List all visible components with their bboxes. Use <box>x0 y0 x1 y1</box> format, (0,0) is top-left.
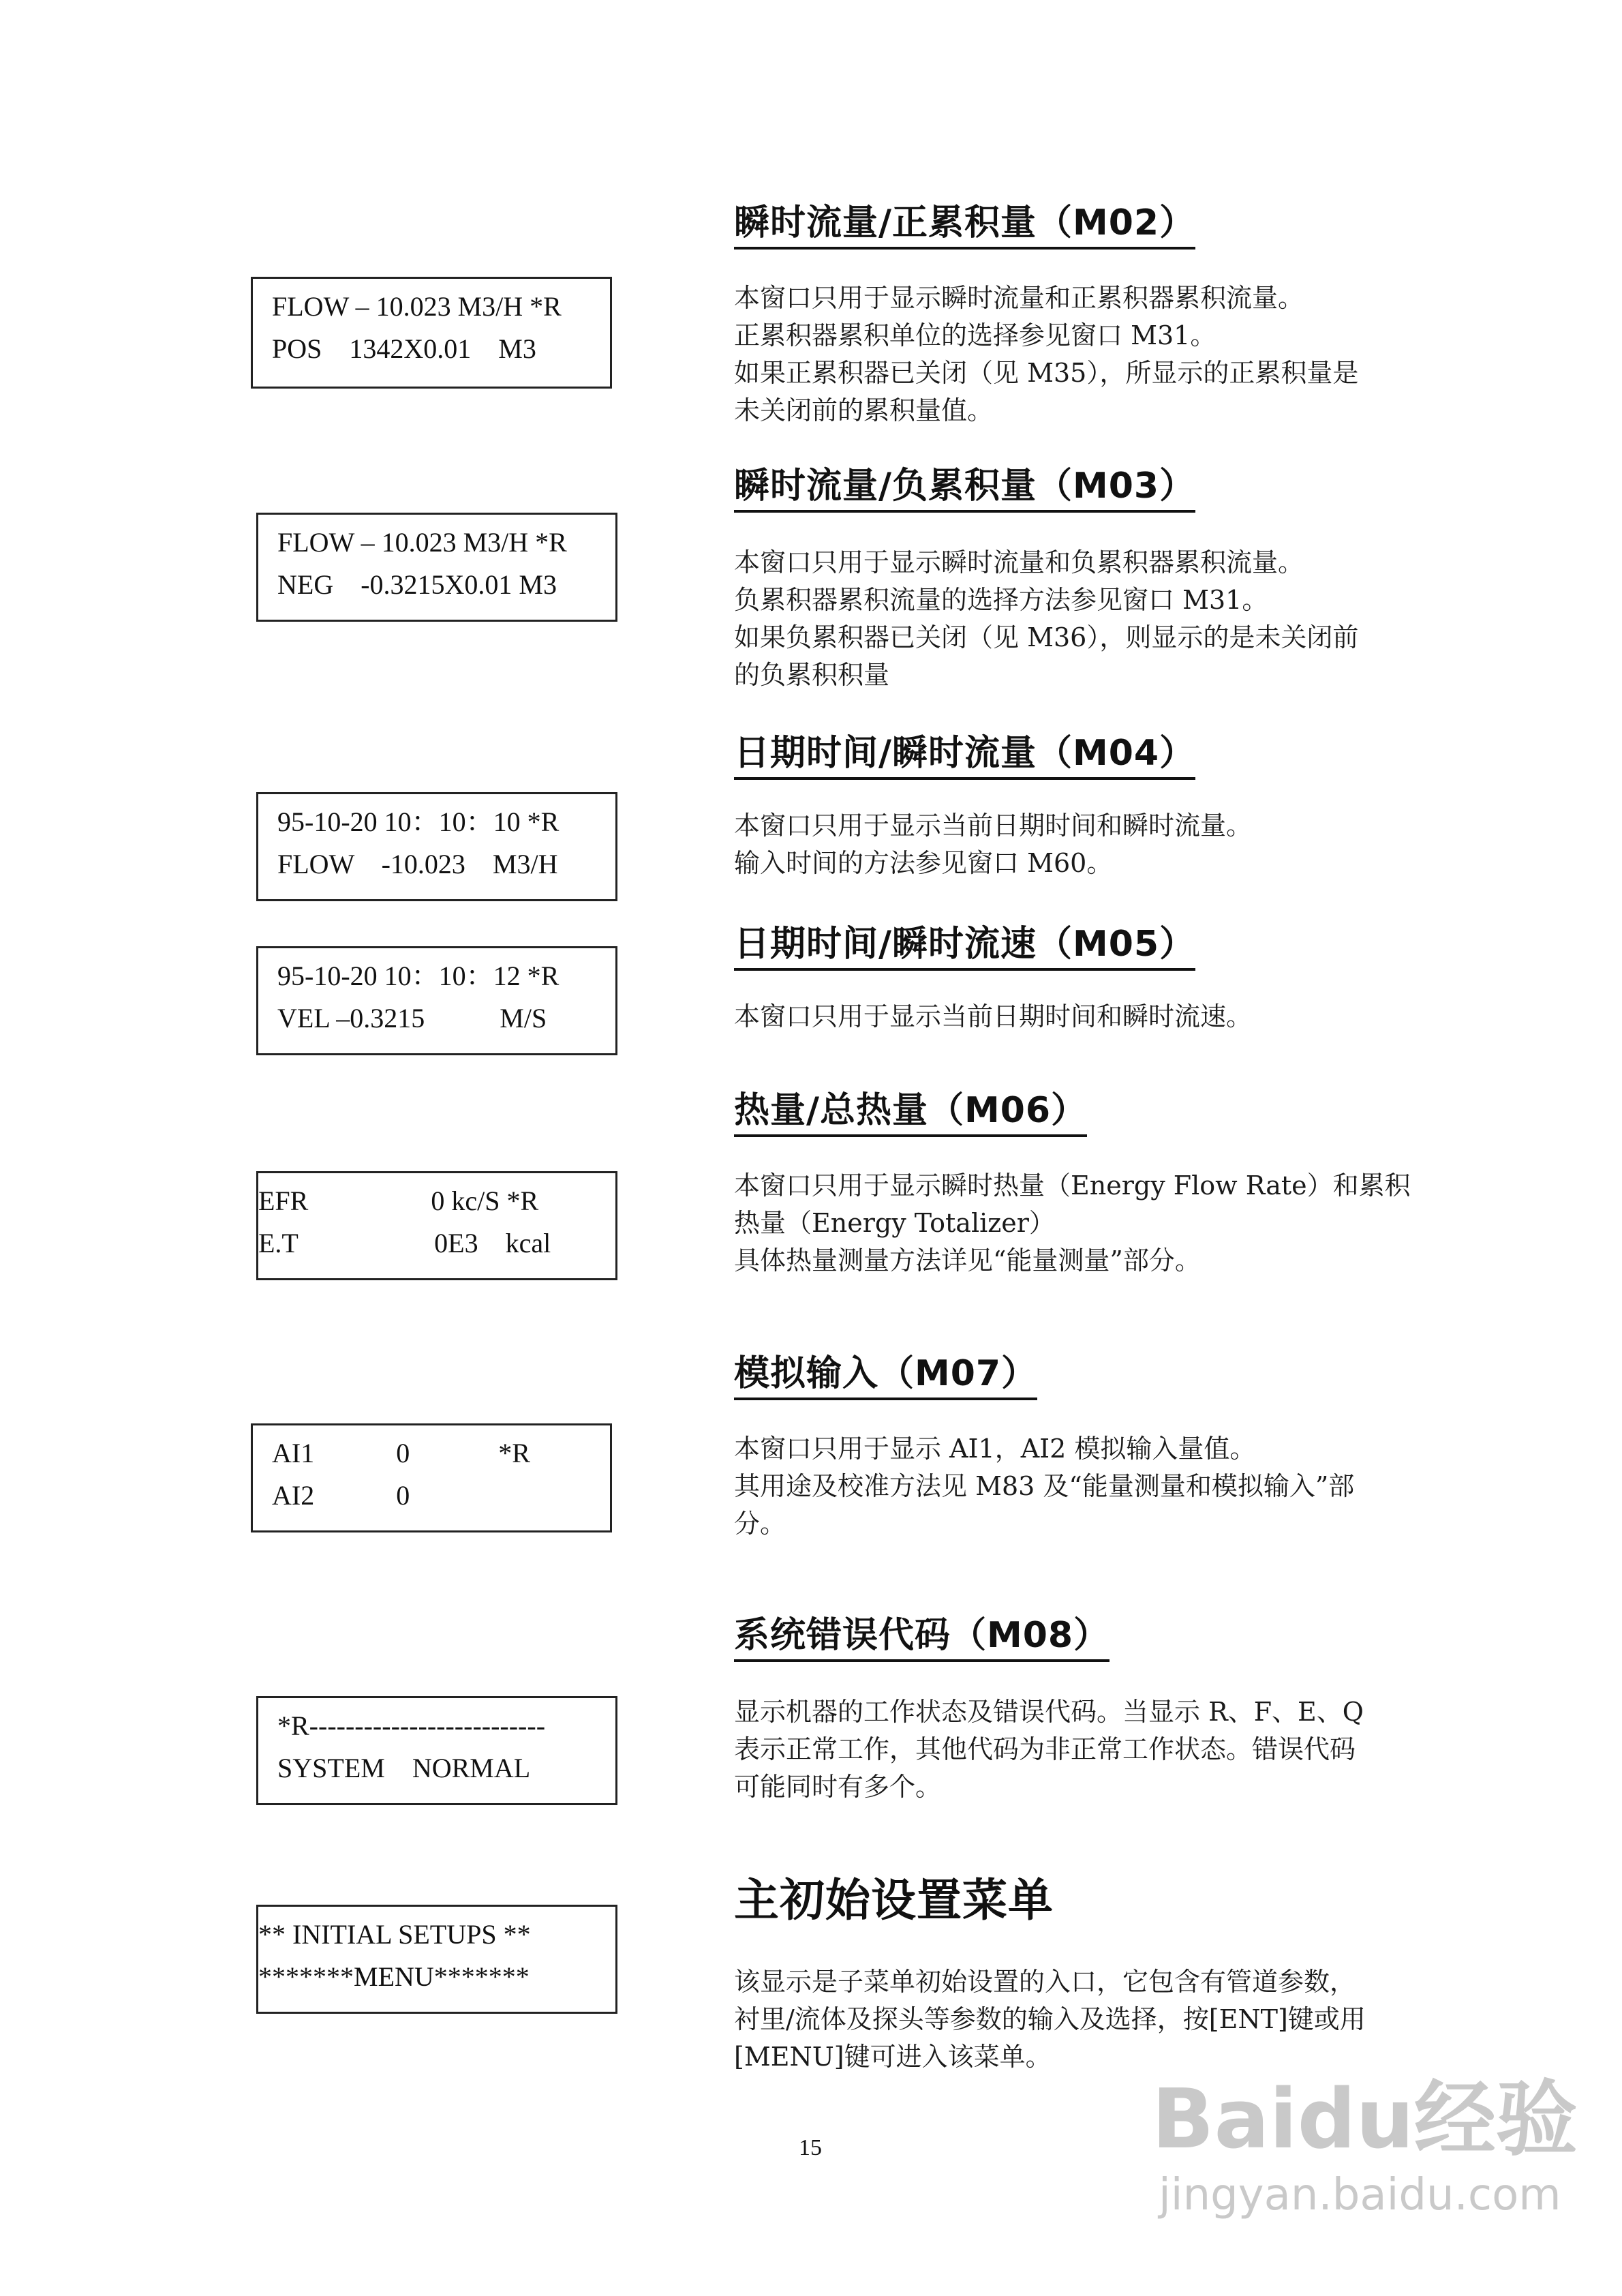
heading-initial-setup-menu-text: 主初始设置菜单 <box>734 1874 1054 1927</box>
desc-line: 该显示是子菜单初始设置的入口，它包含有管道参数， <box>734 1967 1356 1997</box>
desc-line: 本窗口只用于显示当前日期时间和瞬时流量。 <box>734 811 1253 841</box>
desc-line: 本窗口只用于显示 AI1，AI2 模拟输入量值。 <box>734 1434 1256 1464</box>
description-m04 <box>734 807 1443 882</box>
desc-line: 未关闭前的累积量值。 <box>734 395 994 425</box>
lcd-line: POS 1342X0.01 M3 <box>272 333 536 364</box>
desc-line: 正累积器累积单位的选择参见窗口 M31。 <box>734 320 1216 350</box>
desc-line: 衬里/流体及探头等参数的输入及选择，按[ENT]键或用 <box>734 2004 1366 2034</box>
desc-line: 本窗口只用于显示瞬时热量（Energy Flow Rate）和累积 <box>734 1170 1411 1200</box>
page-number: 15 <box>799 2135 822 2160</box>
desc-line: [MENU]键可进入该菜单。 <box>734 2042 1052 2072</box>
desc-line: 如果正累积器已关闭（见 M35），所显示的正累积量是 <box>734 358 1359 388</box>
lcd-line: 95-10-20 10：10：12 *R <box>277 961 560 991</box>
watermark-logo-text: Baidu经验 <box>1152 2072 1578 2167</box>
lcd-display-m06 <box>256 1171 617 1280</box>
heading-m02-text: 瞬时流量/正累积量（M02） <box>734 200 1195 250</box>
desc-line: 具体热量测量方法详见“能量测量”部分。 <box>734 1245 1201 1275</box>
description-m05 <box>734 998 1443 1036</box>
lcd-line: AI1 0 *R <box>272 1438 530 1468</box>
desc-line: 本窗口只用于显示瞬时流量和正累积器累积流量。 <box>734 283 1304 313</box>
lcd-line: VEL –0.3215 M/S <box>277 1003 547 1033</box>
lcd-line: *******MENU******* <box>258 1961 530 1992</box>
desc-line: 本窗口只用于显示当前日期时间和瞬时流速。 <box>734 1001 1253 1031</box>
lcd-display-m04 <box>256 792 617 901</box>
desc-line: 表示正常工作，其他代码为非正常工作状态。错误代码 <box>734 1734 1356 1764</box>
desc-line: 可能同时有多个。 <box>734 1772 942 1802</box>
lcd-display-m02 <box>251 277 612 389</box>
lcd-line: EFR 0 kc/S *R <box>258 1185 539 1216</box>
heading-m07 <box>734 1351 1037 1400</box>
heading-m06 <box>734 1088 1087 1137</box>
heading-m08 <box>734 1613 1110 1662</box>
description-m07 <box>734 1430 1443 1543</box>
lcd-line: AI2 0 <box>272 1480 410 1511</box>
desc-line: 输入时间的方法参见窗口 M60。 <box>734 848 1113 878</box>
description-initial-setup <box>734 1963 1443 2076</box>
desc-line: 本窗口只用于显示瞬时流量和负累积器累积流量。 <box>734 547 1304 577</box>
lcd-line: 95-10-20 10：10：10 *R <box>277 806 560 837</box>
description-m02 <box>734 280 1443 429</box>
watermark-url: jingyan.baidu.com <box>1159 2170 1561 2220</box>
baidu-jingyan-watermark <box>1152 2072 1578 2250</box>
desc-line: 分。 <box>734 1509 786 1539</box>
heading-m06-text: 热量/总热量（M06） <box>734 1088 1087 1137</box>
desc-line: 的负累积积量 <box>734 660 890 690</box>
heading-m05-text: 日期时间/瞬时流速（M05） <box>734 922 1195 971</box>
heading-m07-text: 模拟输入（M07） <box>734 1351 1037 1400</box>
heading-m08-text: 系统错误代码（M08） <box>734 1613 1110 1662</box>
lcd-display-m07 <box>251 1423 612 1532</box>
watermark-logo <box>1152 2072 1578 2168</box>
desc-line: 负累积器累积流量的选择方法参见窗口 M31。 <box>734 585 1268 615</box>
lcd-display-initial-setups <box>256 1905 617 2014</box>
lcd-line: FLOW – 10.023 M3/H *R <box>272 291 562 322</box>
description-m03 <box>734 544 1443 694</box>
lcd-display-m08 <box>256 1696 617 1805</box>
heading-m02 <box>734 200 1195 250</box>
desc-line: 其用途及校准方法见 M83 及“能量测量和模拟输入”部 <box>734 1471 1355 1501</box>
description-m08 <box>734 1693 1443 1806</box>
lcd-line: FLOW -10.023 M3/H <box>277 849 558 879</box>
heading-m03-text: 瞬时流量/负累积量（M03） <box>734 464 1195 513</box>
heading-m04 <box>734 731 1195 780</box>
lcd-line: ** INITIAL SETUPS ** <box>258 1919 531 1950</box>
desc-line: 显示机器的工作状态及错误代码。当显示 R、F、E、Q <box>734 1697 1364 1727</box>
lcd-line: *R-------------------------- <box>277 1710 546 1741</box>
heading-m03 <box>734 464 1195 513</box>
lcd-line: FLOW – 10.023 M3/H *R <box>277 527 567 558</box>
description-m06 <box>734 1167 1443 1280</box>
lcd-line: SYSTEM NORMAL <box>277 1753 531 1783</box>
lcd-display-m03 <box>256 513 617 622</box>
heading-m05 <box>734 922 1195 971</box>
heading-initial-setup-menu <box>734 1873 1054 1928</box>
heading-m04-text: 日期时间/瞬时流量（M04） <box>734 731 1195 780</box>
lcd-display-m05 <box>256 946 617 1055</box>
desc-line: 热量（Energy Totalizer） <box>734 1208 1055 1238</box>
lcd-line: E.T 0E3 kcal <box>258 1228 551 1258</box>
lcd-line: NEG -0.3215X0.01 M3 <box>277 569 557 600</box>
desc-line: 如果负累积器已关闭（见 M36），则显示的是未关闭前 <box>734 622 1359 652</box>
